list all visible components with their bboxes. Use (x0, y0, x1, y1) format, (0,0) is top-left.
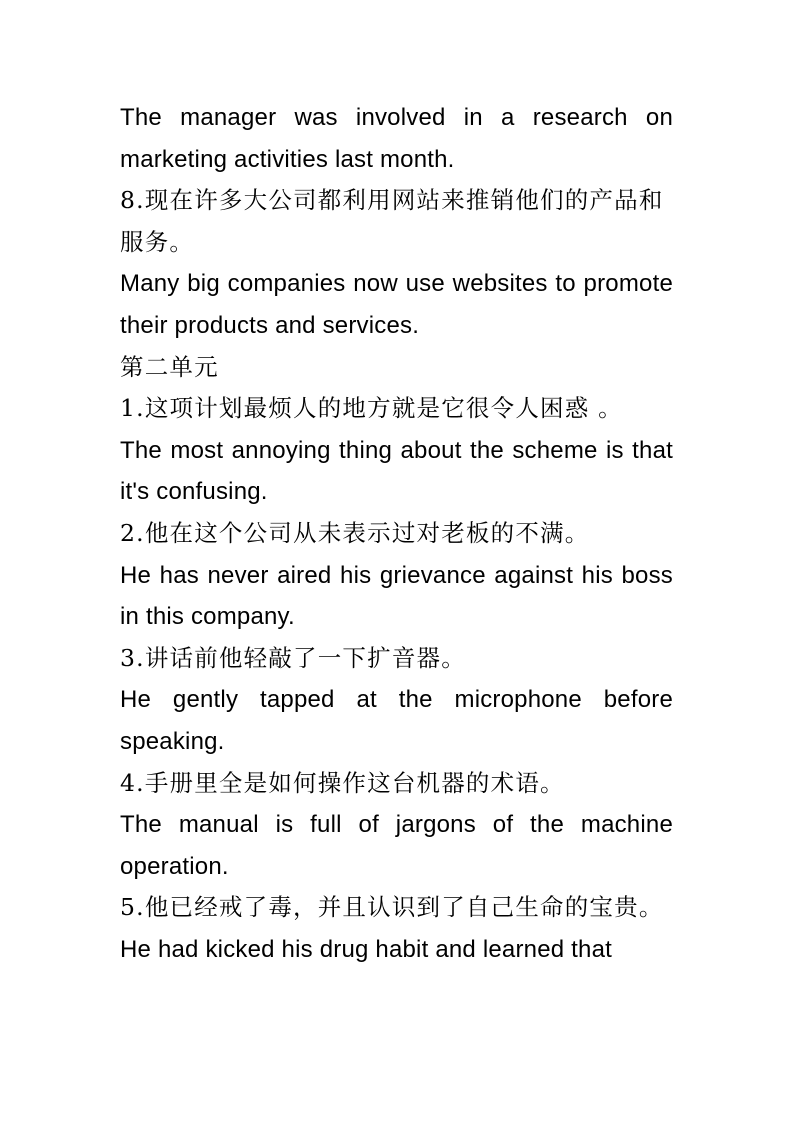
chinese-sentence-5: 5.他已经戒了毒，并且认识到了自己生命的宝贵。 (120, 893, 664, 922)
english-sentence-5: He had kicked his drug habit and learned that (120, 935, 612, 963)
chinese-sentence-8: 8.现在许多大公司都利用网站来推销他们的产品和服务。 (120, 186, 664, 256)
chinese-sentence-3: 3.讲话前他轻敲了一下扩音器。 (120, 643, 466, 672)
chinese-sentence-2: 2.他在这个公司从未表示过对老板的不满。 (120, 518, 590, 547)
english-sentence-8: Many big companies now use websites to promote their products and services. (120, 270, 673, 339)
chinese-sentence-1: 1.这项计划最烦人的地方就是它很令人困惑 。 (120, 394, 623, 423)
english-sentence-3: He gently tapped at the microphone before speaking. (120, 686, 673, 755)
english-sentence: The manager was involved in a research on marketing activities last month. (120, 104, 673, 173)
english-sentence-2: He has never aired his grievance against his boss in this company. (120, 561, 673, 631)
english-sentence-4: The manual is full of jargons of the machine operation. (120, 811, 673, 880)
document-body (120, 97, 673, 970)
unit-heading: 第二单元 (120, 352, 219, 381)
chinese-sentence-4: 4.手册里全是如何操作这台机器的术语。 (120, 768, 565, 797)
english-sentence-1: The most annoying thing about the scheme is that it's confusing. (120, 436, 673, 506)
